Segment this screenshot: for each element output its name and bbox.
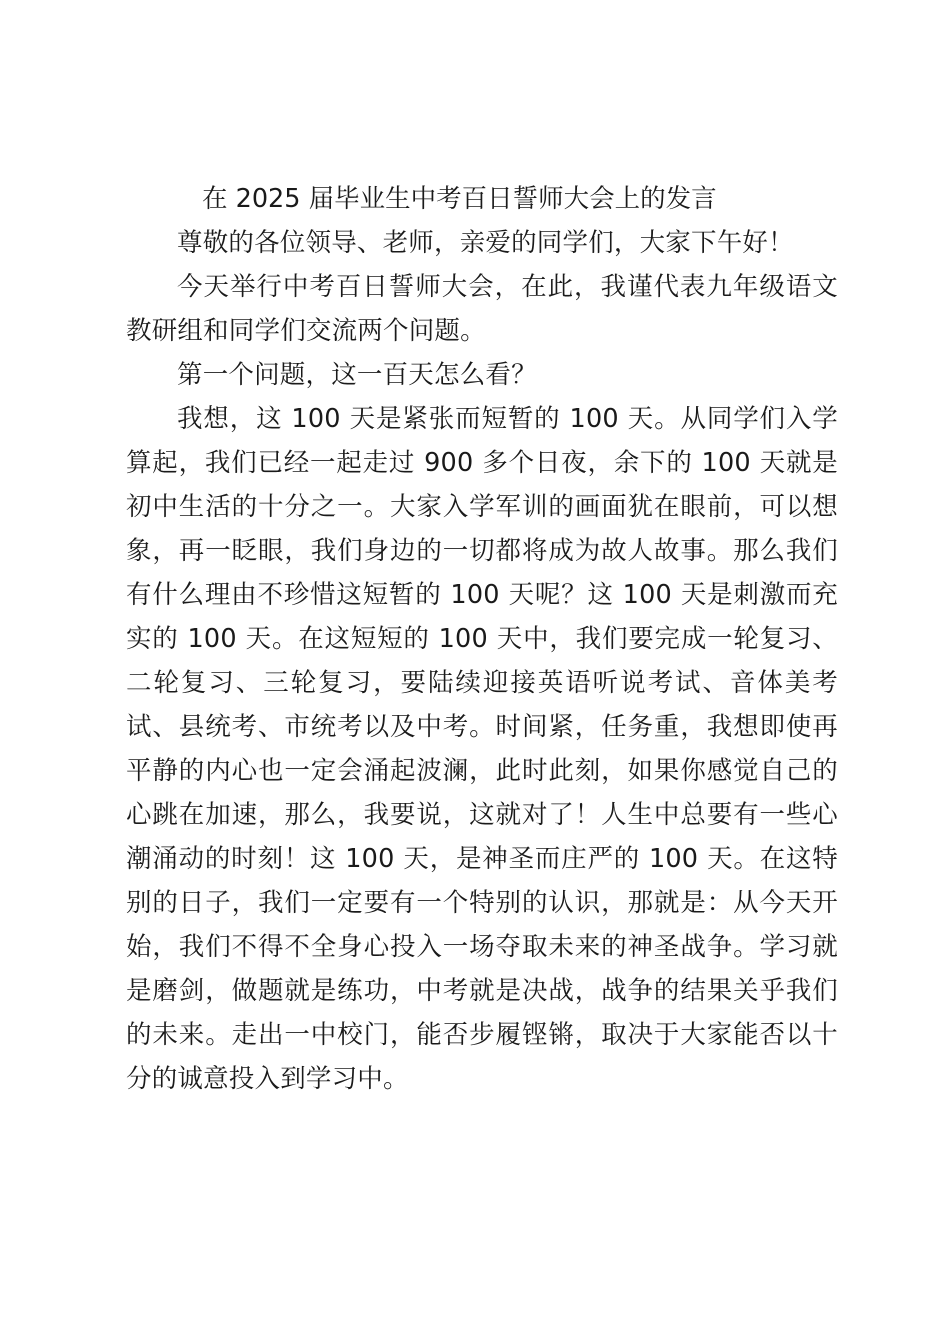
intro-paragraph: 今天举行中考百日誓师大会，在此，我谨代表九年级语文教研组和同学们交流两个问题。: [126, 272, 838, 346]
greeting-paragraph: 尊敬的各位领导、老师，亲爱的同学们，大家下午好！: [177, 228, 794, 258]
document-title: 在 2025 届毕业生中考百日誓师大会上的发言: [202, 184, 717, 214]
question-heading: 第一个问题，这一百天怎么看？: [177, 360, 537, 390]
body-paragraph: 我想，这 100 天是紧张而短暂的 100 天。从同学们入学算起，我们已经一起走过 900 多个日夜，余下的 100 天就是初中生活的十分之一。大家入学军训的画面犹在眼前，可以想象，再一眨眼，我们身边的一切都将成为故人故事。那么我们有什么理由不珍惜这短暂的 100 天呢？这 100 天是刺激而充实的 100 天。在这短短的 100 天中，我们要完成一轮复习、二轮复习、三轮复习，要陆续迎接英语听说考试、音体美考试、县统考、市统考以及中考。时间紧，任务重，我想即使再平静的内心也一定会涌起波澜，此时此刻，如果你感觉自己的心跳在加速，那么，我要说，这就对了！人生中总要有一些心潮涌动的时刻！这 100 天，是神圣而庄严的 100 天。在这特别的日子，我们一定要有一个特别的认识，那就是：从今天开始，我们不得不全身心投入一场夺取未来的神圣战争。学习就是磨剑，做题就是练功，中考就是决战，战争的结果关乎我们的未来。走出一中校门，能否步履铿锵，取决于大家能否以十分的诚意投入到学习中。: [126, 404, 838, 1094]
document-body: [126, 177, 838, 1101]
